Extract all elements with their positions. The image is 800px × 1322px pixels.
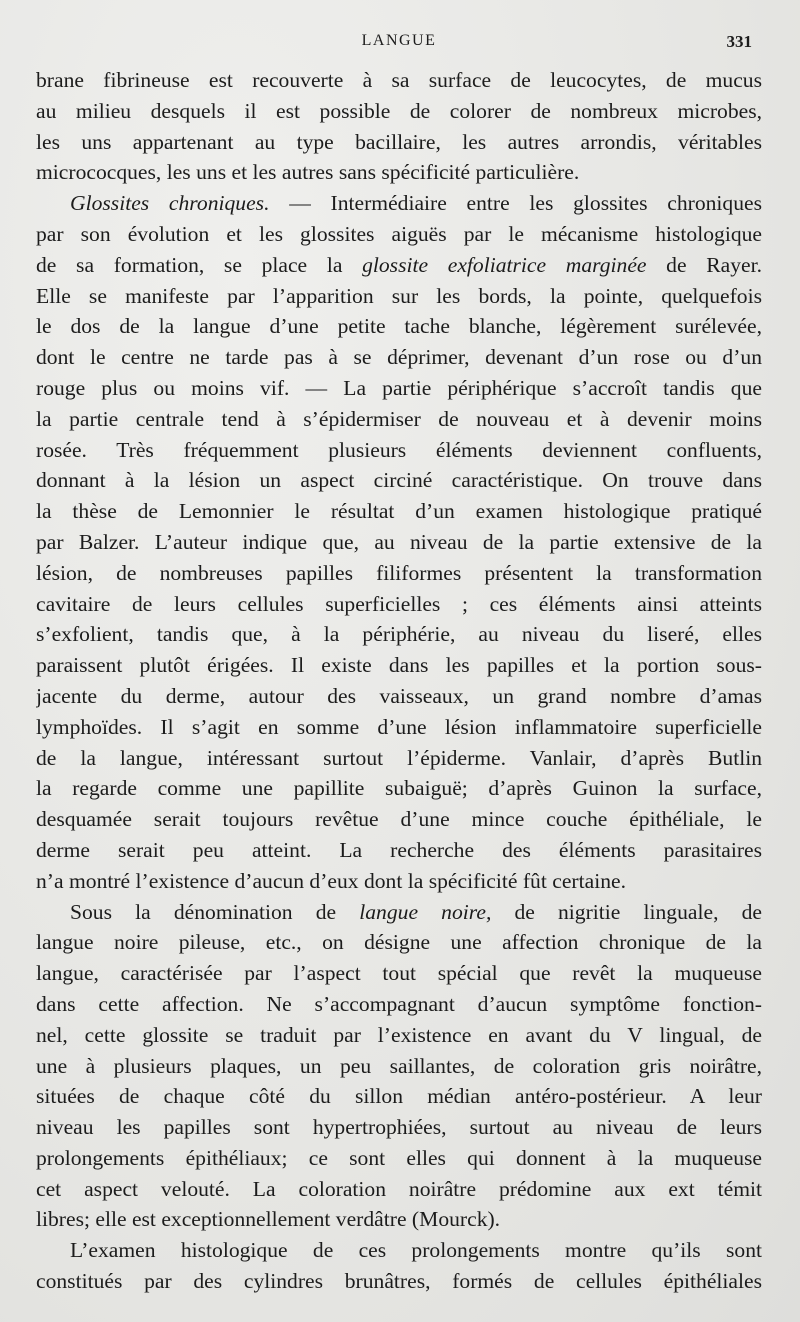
text-segment: rouge plus ou moins vif. — La partie périphérique s’accroît tandis que [36, 375, 762, 400]
page-number: 331 [726, 32, 752, 51]
text-segment: lymphoïdes. Il s’agit en somme d’une lésion inflammatoire superficielle [36, 714, 762, 739]
text-line [36, 958, 762, 989]
text-line [36, 1204, 762, 1235]
italic-segment: Glossites chroniques. [70, 191, 270, 216]
text-segment: rosée. Très fréquemment plusieurs éléments deviennent confluents, [36, 437, 762, 462]
text-line [36, 250, 762, 281]
body-text [36, 65, 762, 1297]
text-line [36, 619, 762, 650]
text-segment: les uns appartenant au type bacillaire, les autres arrondis, véritables [36, 129, 762, 154]
text-line [36, 1174, 762, 1205]
text-line [36, 712, 762, 743]
text-line [36, 311, 762, 342]
text-line [36, 157, 762, 188]
text-line [36, 773, 762, 804]
text-line [36, 1081, 762, 1112]
text-segment: nel, cette glossite se traduit par l’existence en avant du V lingual, de [36, 1022, 762, 1047]
text-segment: langue noire pileuse, etc., on désigne une affection chronique de la [36, 930, 762, 955]
text-segment: la regarde comme une papillite subaiguë; d’après Guinon la surface, [36, 776, 762, 801]
text-line [36, 404, 762, 435]
text-segment: la partie centrale tend à s’épidermiser de nouveau et à devenir moins [36, 406, 762, 431]
text-segment: brane fibrineuse est recouverte à sa surface de leucocytes, de mucus [36, 68, 762, 92]
text-segment: de sa formation, se place la [36, 252, 363, 277]
text-segment: Elle se manifeste par l’apparition sur les bords, la pointe, quelquefois [36, 283, 762, 308]
text-line [36, 1235, 762, 1266]
text-segment: derme serait peu atteint. La recherche des éléments parasitaires [36, 837, 762, 862]
text-line [36, 342, 762, 373]
text-line [36, 897, 762, 928]
text-line [36, 835, 762, 866]
text-segment: langue, caractérisée par l’aspect tout spécial que revêt la muqueuse [36, 961, 762, 986]
text-segment: libres; elle est exceptionnellement verdâtre (Mourck). [36, 1207, 501, 1232]
text-line [36, 188, 762, 219]
text-line [36, 373, 762, 404]
text-segment: paraissent plutôt érigées. Il existe dans les papilles et la portion sous- [36, 653, 762, 678]
text-segment: prolongements épithéliaux; ce sont elles qui donnent à la muqueuse [36, 1145, 762, 1170]
text-segment: de Rayer. [646, 252, 762, 277]
text-segment: desquamée serait toujours revêtue d’une mince couche épithéliale, le [36, 807, 762, 832]
text-line [36, 127, 762, 158]
text-segment: n’a montré l’existence d’aucun d’eux dont la spécificité fût certaine. [36, 868, 626, 893]
text-segment: donnant à la lésion un aspect circiné caractéristique. On trouve dans [36, 468, 762, 493]
text-line [36, 681, 762, 712]
text-segment: constitués par des cylindres brunâtres, formés de cellules épithéliales [36, 1269, 762, 1294]
text-line [36, 1266, 762, 1297]
text-segment: L’examen histologique de ces prolongements montre qu’ils sont [70, 1238, 762, 1263]
text-segment: de nigritie linguale, de [491, 899, 762, 924]
text-segment: dans cette affection. Ne s’accompagnant d’aucun symptôme fonction- [36, 991, 762, 1016]
text-line [36, 219, 762, 250]
text-line [36, 650, 762, 681]
text-line [36, 496, 762, 527]
text-segment: dont le centre ne tarde pas à se déprimer, devenant d’un rose ou d’un [36, 345, 762, 370]
text-segment: cavitaire de leurs cellules superficielles ; ces éléments ainsi atteints [36, 591, 762, 616]
text-segment: par son évolution et les glossites aiguës par le mécanisme histologique [36, 221, 762, 246]
text-segment: la thèse de Lemonnier le résultat d’un examen histologique pratiqué [36, 499, 762, 524]
text-segment: situées de chaque côté du sillon médian antéro-postérieur. A leur [36, 1084, 762, 1109]
text-line [36, 96, 762, 127]
text-line [36, 1020, 762, 1051]
text-segment: une à plusieurs plaques, un peu saillantes, de coloration gris noirâtre, [36, 1053, 762, 1078]
text-line [36, 1143, 762, 1174]
text-segment: le dos de la langue d’une petite tache blanche, légèrement surélevée, [36, 314, 762, 339]
text-line [36, 1112, 762, 1143]
text-segment: cet aspect velouté. La coloration noirâtre prédomine aux ext témit [36, 1176, 762, 1201]
running-head [36, 30, 762, 56]
text-line [36, 589, 762, 620]
text-line [36, 1051, 762, 1082]
text-line [36, 527, 762, 558]
text-line [36, 558, 762, 589]
text-segment: s’exfolient, tandis que, à la périphérie, au niveau du liseré, elles [36, 622, 762, 647]
text-segment: lésion, de nombreuses papilles filiformes présentent la transformation [36, 560, 762, 585]
text-segment: — Intermédiaire entre les glossites chroniques [269, 191, 762, 216]
text-line [36, 281, 762, 312]
italic-segment: langue noire, [359, 899, 492, 924]
text-segment: jacente du derme, autour des vaisseaux, un grand nombre d’amas [36, 683, 762, 708]
text-segment: par Balzer. L’auteur indique que, au niveau de la partie extensive de la [36, 529, 762, 554]
text-line [36, 804, 762, 835]
text-line [36, 866, 762, 897]
text-line [36, 743, 762, 774]
text-line [36, 989, 762, 1020]
text-line [36, 927, 762, 958]
text-segment: niveau les papilles sont hypertrophiées, surtout au niveau de leurs [36, 1115, 762, 1140]
text-line [36, 435, 762, 466]
text-line [36, 465, 762, 496]
italic-segment: glossite exfoliatrice marginée [362, 252, 647, 277]
text-segment: au milieu desquels il est possible de colorer de nombreux microbes, [36, 98, 762, 123]
text-segment: Sous la dénomination de [70, 899, 360, 924]
text-line [36, 65, 762, 96]
text-segment: micrococques, les uns et les autres sans spécificité particulière. [36, 160, 580, 185]
running-title: LANGUE [361, 32, 437, 49]
text-segment: de la langue, intéressant surtout l’épiderme. Vanlair, d’après Butlin [36, 745, 762, 770]
